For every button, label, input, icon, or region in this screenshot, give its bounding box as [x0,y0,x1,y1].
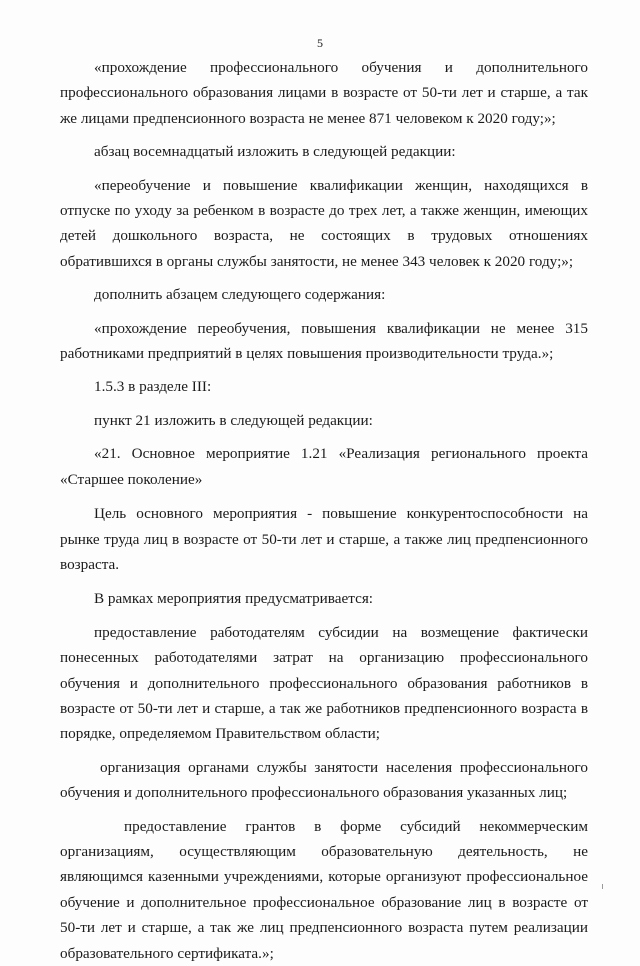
paragraph-7: пункт 21 изложить в следующей редакции: [94,411,373,429]
paragraph-10: В рамках мероприятия предусматривается: [94,590,374,608]
paragraph-3: «переобучение и повышение квалификации женщин, находящихся в отпуске по уходу за ребенком в возрасте до трех лет, а также женщин, имеющих детей дошкольного возраста, не состоящих в трудовых отношениях обратившихся в органы службы занятости, не менее 343 человек к 2020 году;»; [60,176,588,270]
paragraph-13: предоставление грантов в форме субсидий некоммерческим организациям, осуществляющим образовательную деятельность, не являющимся казенными учреждениями, которые организуют профессиональное обучение и дополнительное профессиональное образование лиц в возрасте от 50-ти лет и старше, а так же лиц предпенсионного возраста путем реализации образовательного сертификата.»; [60,817,588,962]
scan-mark [602,884,603,889]
paragraph-8: «21. Основное мероприятие 1.21 «Реализация регионального проекта «Старшее поколение» [60,445,588,488]
paragraph-6: 1.5.3 в разделе III: [94,378,212,396]
paragraph-2: абзац восемнадцатый изложить в следующей редакции: [94,143,456,161]
paragraph-4: дополнить абзацем следующего содержания: [94,286,386,304]
paragraph-11: предоставление работодателям субсидии на возмещение фактически понесенных работодателями затрат на организацию профессионального обучения и дополнительного профессионального образования работников в возрасте от 50-ти лет и старше, а так же работников предпенсионного возраста в порядке, определяемом Правительством области; [60,623,588,743]
paragraph-5: «прохождение переобучения, повышения квалификации не менее 315 работниками предприятий в целях повышения производительности труда.»; [60,319,588,363]
paragraph-9: Цель основного мероприятия - повышение конкурентоспособности на рынке труда лиц в возрасте от 50-ти лет и старше, а также лиц предпенсионного возраста. [60,505,588,573]
paragraph-1: «прохождение профессионального обучения и дополнительного профессионального образования лицами в возрасте от 50-ти лет и старше, а так же лицами предпенсионного возраста не менее 871 человеком к 2020 году;»; [60,59,588,127]
paragraph-12: организация органами службы занятости населения профессионального обучения и дополнительного профессионального образования указанных лиц; [60,758,588,802]
page-number: 5 [317,36,323,50]
document-body [60,55,588,966]
